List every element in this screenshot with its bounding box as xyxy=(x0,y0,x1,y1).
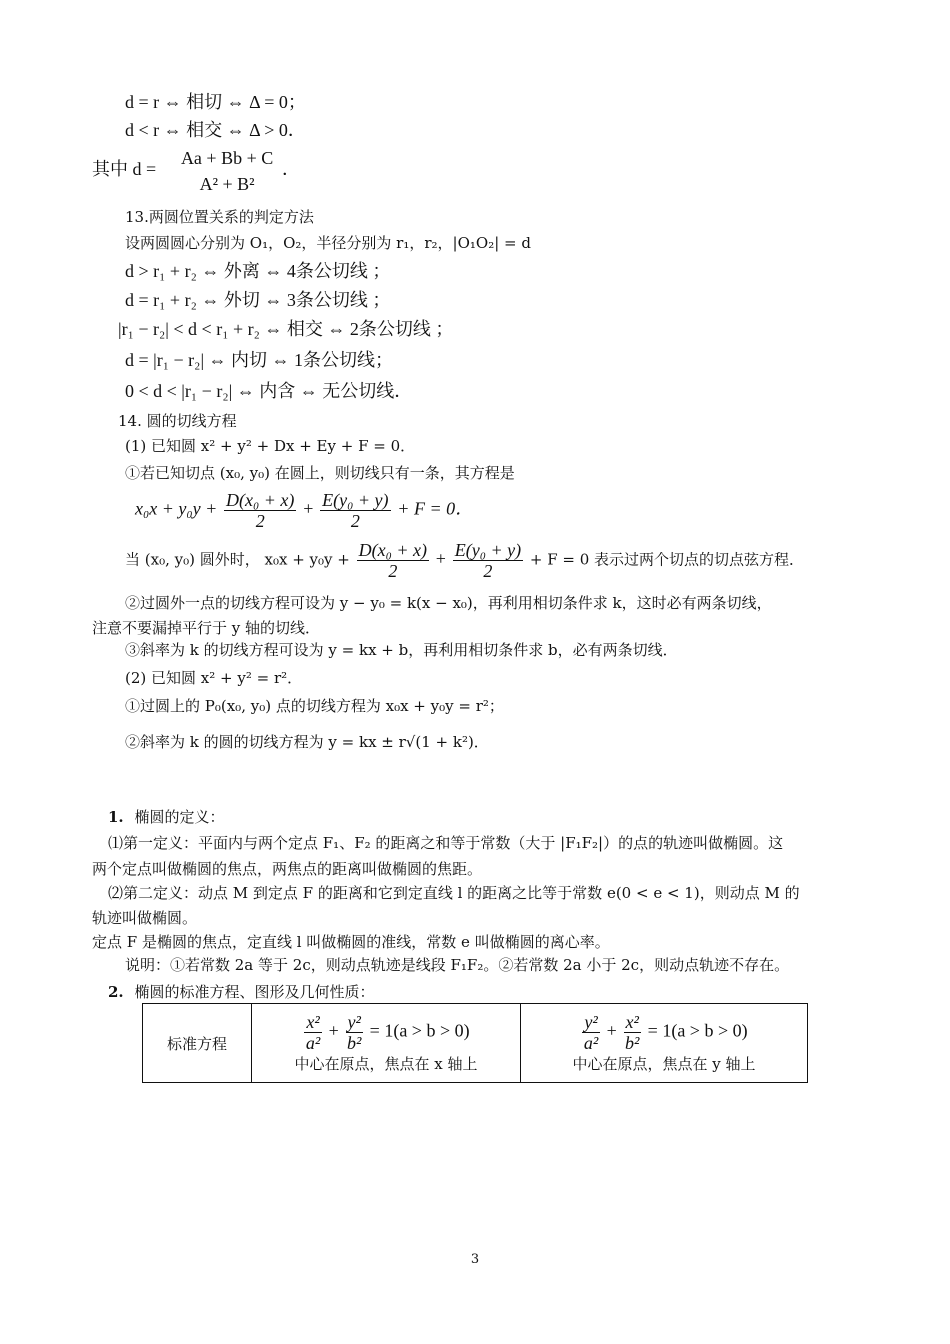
section-13-heading: 13.两圆位置关系的判定方法 xyxy=(125,208,314,226)
distance-formula-fraction xyxy=(179,148,275,194)
horizontal-equation xyxy=(256,1012,516,1053)
ellipse-heading-2 xyxy=(108,982,374,1002)
tangent-eq-frac-d-den: 2 xyxy=(255,511,265,531)
tangent-eq-lhs: x₀x + y₀y + xyxy=(135,498,218,519)
vertical-frac-x-num: x² xyxy=(625,1012,639,1032)
circle-standard-equation: (2) 已知圆 x² + y² = r²． xyxy=(125,669,303,687)
distance-formula-prefix: 其中 d = xyxy=(92,159,157,179)
ellipse-heading-1 xyxy=(108,807,224,827)
tangent-eq-frac-d-num: D(x₀ + x) xyxy=(226,490,295,510)
vertical-equation-rhs: = 1(a > b > 0) xyxy=(647,1020,748,1041)
two-circles-contained: 0 < d < |r₁ − r₂| ⇔ 内含 ⇔ 无公切线． xyxy=(125,381,413,401)
horizontal-plus: + xyxy=(328,1020,339,1041)
tangent-at-point-p0: ①过圆上的 P₀(x₀, y₀) 点的切线方程为 x₀x + y₀y = r²； xyxy=(125,697,504,715)
line-tangent-condition: d = r ⇔ 相切 ⇔ Δ = 0； xyxy=(125,92,306,112)
ellipse-heading-1-number: 1. xyxy=(108,808,124,826)
chord-eq-rhs: + F = 0 表示过两个切点的切点弦方程． xyxy=(529,550,805,569)
two-circles-internal-tangent: d = |r₁ − r₂| ⇔ 内切 ⇔ 1条公切线； xyxy=(125,350,394,370)
tangent-slope-k-formula: ②斜率为 k 的圆的切线方程为 y = kx ± r√(1 + k²)． xyxy=(125,733,489,751)
tangent-with-slope-k: ③斜率为 k 的切线方程可设为 y = kx + b，再利用相切条件求 b，必有两条切线． xyxy=(125,641,678,659)
table-header-standard-equation: 标准方程 xyxy=(143,1004,252,1083)
chord-eq-frac-e xyxy=(453,540,523,581)
ellipse-first-definition: ⑴第一定义：平面内与两个定点 F₁、F₂ 的距离之和等于常数（大于 |F₁F₂|）的点的轨迹叫做椭圆。这 xyxy=(108,834,784,852)
chord-of-contact xyxy=(125,540,804,581)
chord-eq-frac-e-den: 2 xyxy=(483,561,493,581)
chord-eq-plus: + xyxy=(435,548,446,569)
horizontal-equation-rhs: = 1(a > b > 0) xyxy=(369,1020,470,1041)
horizontal-frac-x-num: x² xyxy=(306,1012,320,1032)
vertical-frac-x-den: b² xyxy=(624,1033,640,1053)
tangent-eq-frac-d xyxy=(224,490,296,531)
chord-eq-lhs: 当 (x₀, y₀) 圆外时， x₀x + y₀y + xyxy=(125,550,350,569)
two-circles-external: d > r₁ + r₂ ⇔ 外离 ⇔ 4条公切线 ； xyxy=(125,261,391,281)
distance-formula-period: ． xyxy=(282,159,301,179)
distance-formula-numerator: Aa + Bb + C xyxy=(180,148,274,168)
horizontal-frac-y xyxy=(346,1012,363,1053)
tangent-parallel-y-note: 注意不要漏掉平行于 y 轴的切线． xyxy=(92,619,321,637)
tangent-eq-frac-e xyxy=(320,490,390,531)
tangent-eq-frac-e-den: 2 xyxy=(350,511,360,531)
chord-eq-frac-e-num: E(y₀ + y) xyxy=(454,540,522,560)
ellipse-first-definition-cont: 两个定点叫做椭圆的焦点，两焦点的距离叫做椭圆的焦距。 xyxy=(92,860,483,878)
two-circles-setup: 设两圆圆心分别为 O₁，O₂，半径分别为 r₁，r₂，|O₁O₂| = d xyxy=(125,234,531,252)
vertical-frac-y xyxy=(582,1012,599,1053)
chord-eq-frac-d-num: D(x₀ + x) xyxy=(358,540,427,560)
horizontal-frac-y-num: y² xyxy=(347,1012,361,1032)
vertical-frac-y-num: y² xyxy=(584,1012,598,1032)
ellipse-second-definition: ⑵第二定义：动点 M 到定点 F 的距离和它到定直线 l 的距离之比等于常数 e(0 < e < 1)，则动点 M 的 xyxy=(108,884,800,902)
tangent-equation xyxy=(135,490,473,531)
tangent-from-external-point: ②过圆外一点的切线方程可设为 y − y₀ = k(x − x₀)，再利用相切条件求 k，这时必有两条切线， xyxy=(125,594,772,612)
ellipse-second-definition-cont: 轨迹叫做椭圆。 xyxy=(92,909,198,927)
horizontal-frac-y-den: b² xyxy=(346,1033,362,1053)
chord-eq-frac-d-den: 2 xyxy=(388,561,398,581)
table-cell-vertical xyxy=(521,1004,808,1083)
vertical-frac-y-den: a² xyxy=(583,1033,599,1053)
two-circles-external-tangent: d = r₁ + r₂ ⇔ 外切 ⇔ 3条公切线 ； xyxy=(125,290,391,310)
vertical-frac-x xyxy=(624,1012,641,1053)
line-intersect-condition: d < r ⇔ 相交 ⇔ Δ > 0． xyxy=(125,120,306,140)
ellipse-remark: 说明：①若常数 2a 等于 2c，则动点轨迹是线段 F₁F₂。②若常数 2a 小于 2c，则动点轨迹不存在。 xyxy=(125,956,790,974)
horizontal-frac-x xyxy=(304,1012,321,1053)
distance-formula-denominator: A² + B² xyxy=(199,174,255,194)
section-14-heading: 14. 圆的切线方程 xyxy=(118,412,237,430)
table-row xyxy=(143,1004,808,1083)
page-number: 3 xyxy=(470,1252,480,1267)
vertical-equation xyxy=(525,1012,803,1053)
tangent-point-on-circle: ①若已知切点 (x₀, y₀) 在圆上，则切线只有一条，其方程是 xyxy=(125,464,515,482)
ellipse-heading-1-text: 椭圆的定义： xyxy=(134,808,225,826)
ellipse-heading-2-number: 2. xyxy=(108,983,124,1001)
horizontal-frac-x-den: a² xyxy=(305,1033,321,1053)
ellipse-properties-table xyxy=(142,1003,808,1083)
table-cell-horizontal xyxy=(252,1004,521,1083)
tangent-eq-frac-e-num: E(y₀ + y) xyxy=(322,490,389,510)
tangent-eq-rhs: + F = 0． xyxy=(397,498,474,519)
ellipse-directrix-note: 定点 F 是椭圆的焦点，定直线 l 叫做椭圆的准线，常数 e 叫做椭圆的离心率。 xyxy=(92,933,610,951)
vertical-plus: + xyxy=(606,1020,617,1041)
distance-formula xyxy=(92,148,300,194)
chord-eq-frac-d xyxy=(357,540,429,581)
circle-general-equation: (1) 已知圆 x² + y² + Dx + Ey + F = 0． xyxy=(125,437,416,455)
two-circles-intersect: |r₁ − r₂| < d < r₁ + r₂ ⇔ 相交 ⇔ 2条公切线 ； xyxy=(118,319,454,339)
ellipse-heading-2-text: 椭圆的标准方程、图形及几何性质： xyxy=(134,983,375,1001)
vertical-note: 中心在原点，焦点在 y 轴上 xyxy=(572,1055,756,1073)
tangent-eq-plus: + xyxy=(303,498,314,519)
horizontal-note: 中心在原点，焦点在 x 轴上 xyxy=(294,1055,478,1073)
